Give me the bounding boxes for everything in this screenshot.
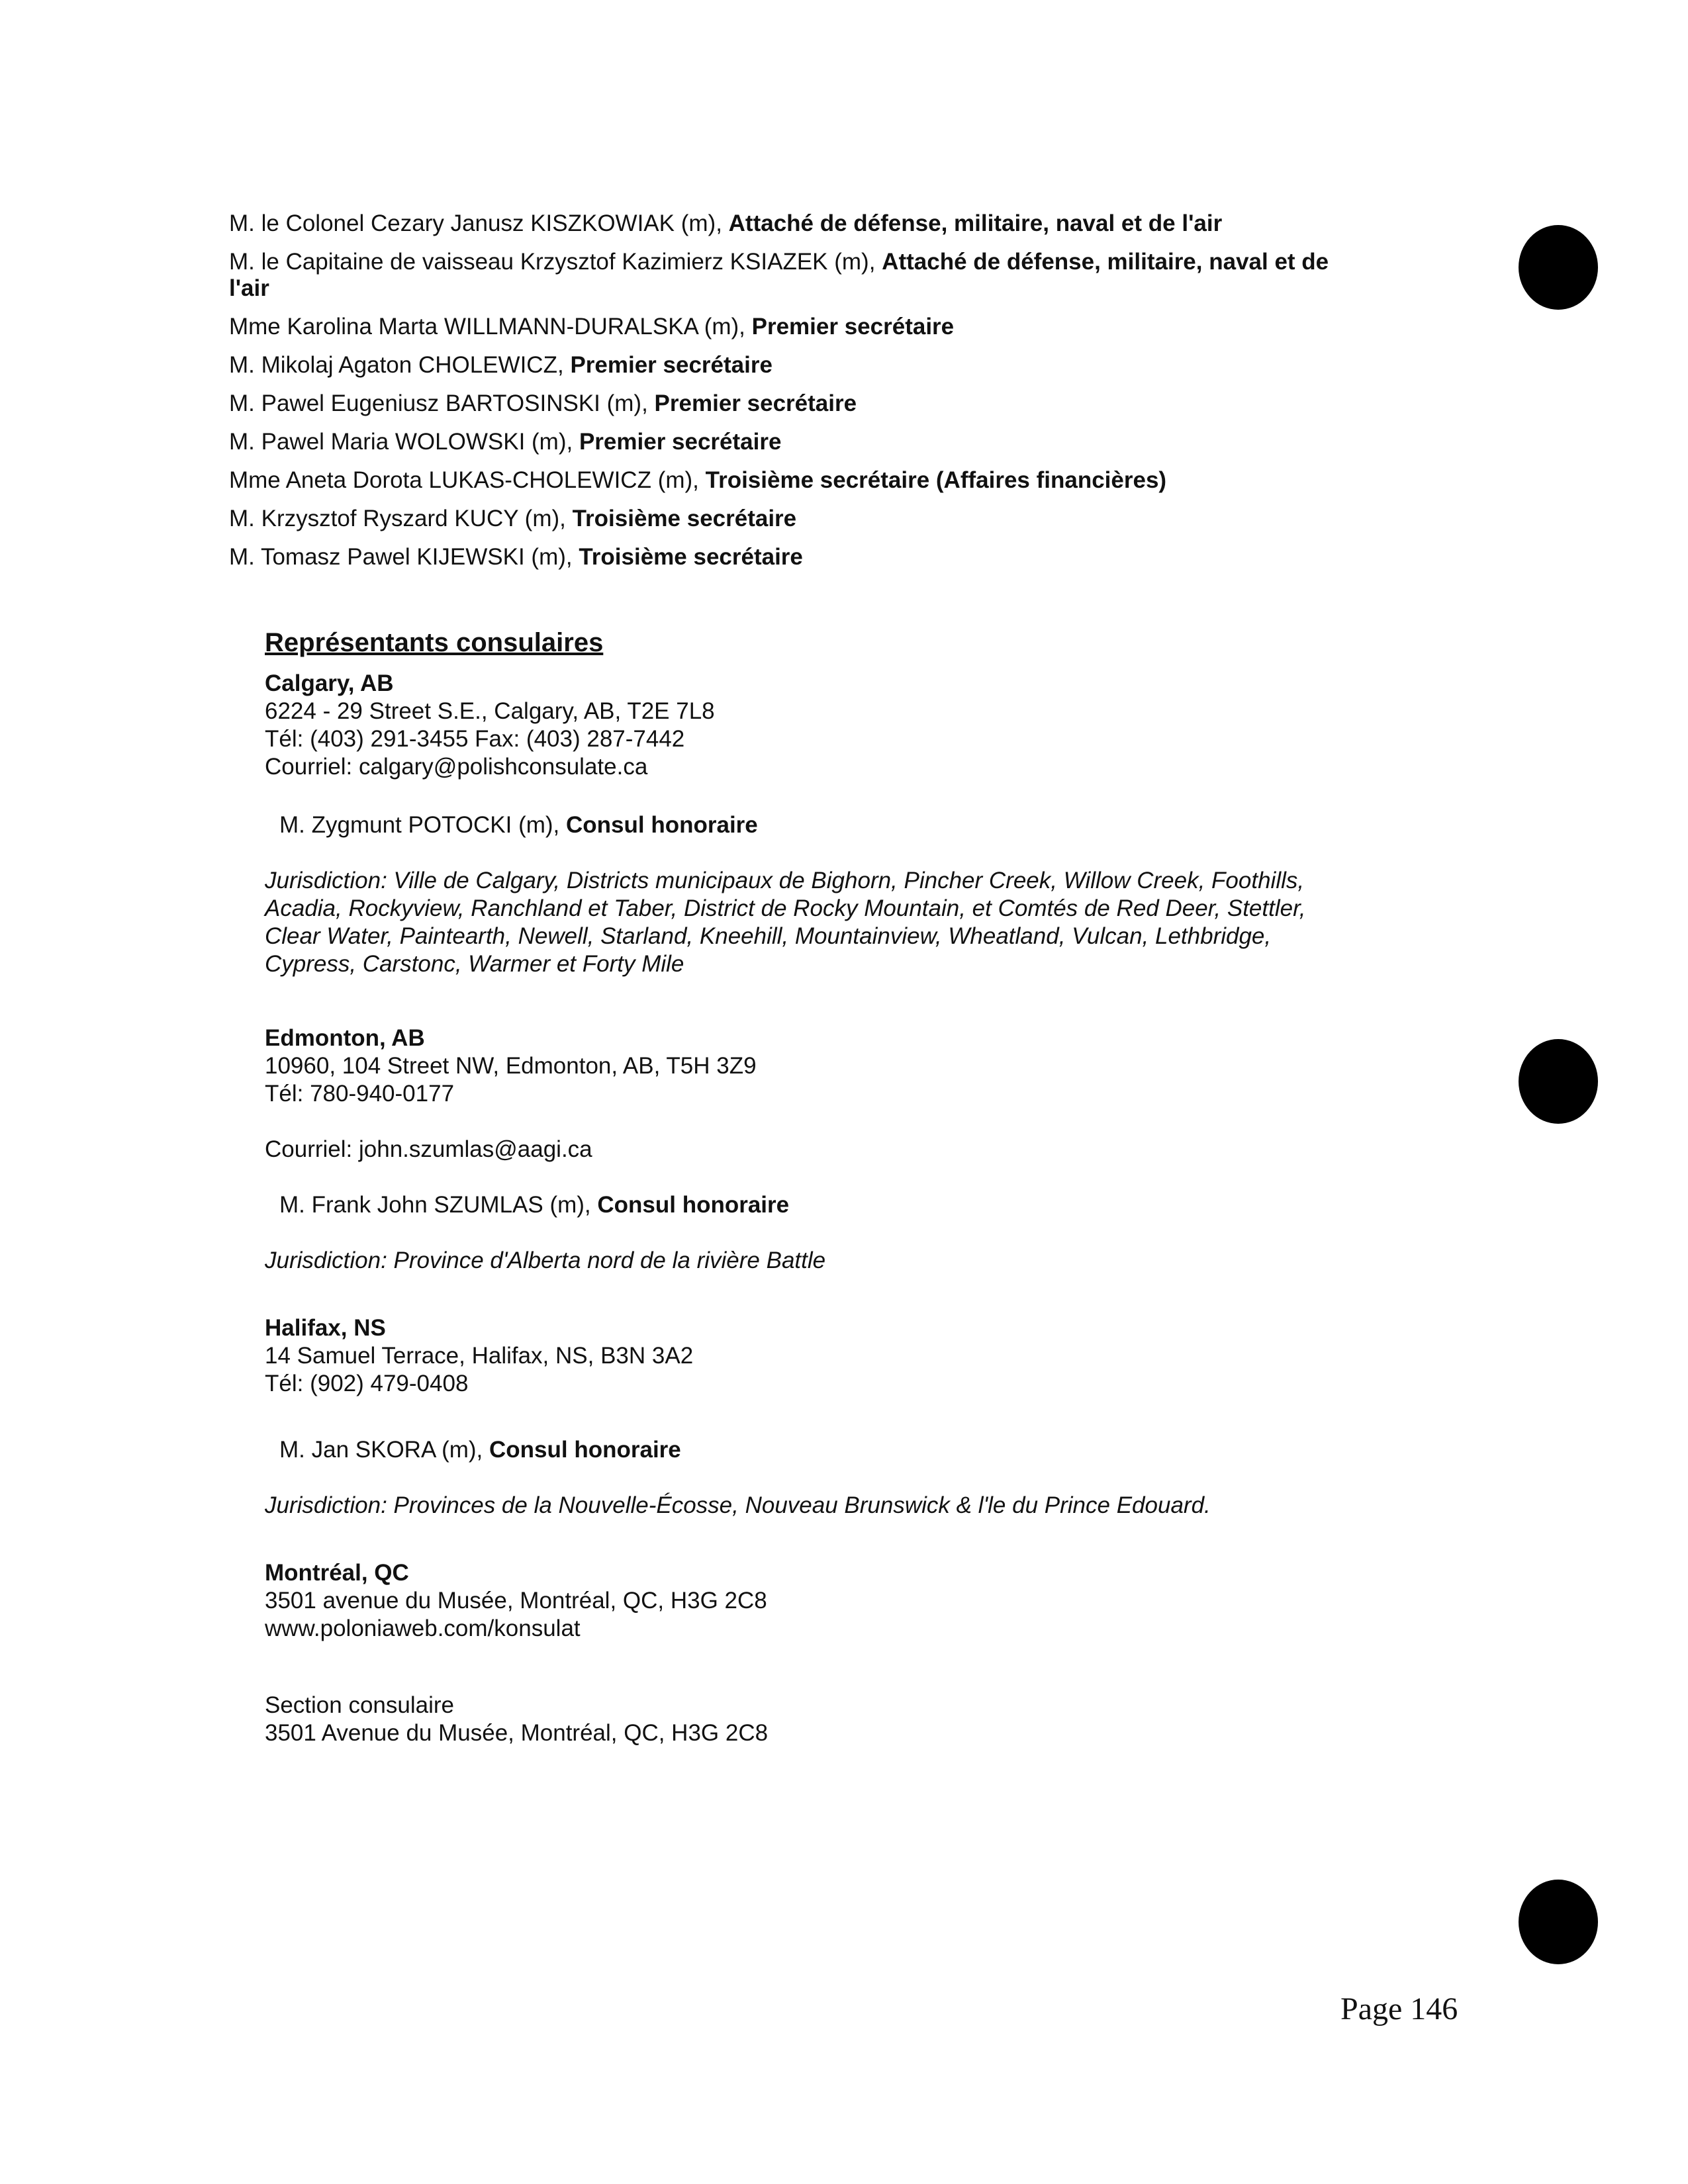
- staff-entry: M. Pawel Eugeniusz BARTOSINSKI (m), Premier secrétaire: [229, 390, 857, 416]
- jurisdiction: Jurisdiction: Ville de Calgary, Districts municipaux de Bighorn, Pincher Creek, Willow Creek, Foothills, Acadia, Rockyview, Ranchland et Taber, District de Rocky Mountain, et Comtés de Red Deer, Stettler, Clear Water, Paintearth, Newell, Starland, Kneehill, Mountainview, Wheatland, Vulcan, Lethbridge, Cypress, Carstonc, Warmer et Forty Mile: [265, 868, 1306, 977]
- halifax-block: [265, 1314, 1350, 1520]
- consul-entry: M. Jan SKORA (m), Consul honoraire: [279, 1437, 681, 1463]
- city-name: Montréal, QC: [265, 1560, 409, 1586]
- jurisdiction: Jurisdiction: Province d'Alberta nord de la rivière Battle: [265, 1248, 826, 1273]
- city-name: Calgary, AB: [265, 670, 394, 696]
- section-label: Section consulaire: [265, 1692, 454, 1718]
- email: Courriel: calgary@polishconsulate.ca: [265, 754, 648, 780]
- consul-entry: M. Zygmunt POTOCKI (m), Consul honoraire: [279, 812, 758, 838]
- section-heading: Représentants consulaires: [265, 628, 604, 657]
- city-name: Edmonton, AB: [265, 1025, 425, 1051]
- phone: Tél: (902) 479-0408: [265, 1371, 469, 1396]
- staff-list: [229, 210, 1354, 582]
- section-address: 3501 Avenue du Musée, Montréal, QC, H3G 2C8: [265, 1720, 769, 1746]
- staff-entry: Mme Karolina Marta WILLMANN-DURALSKA (m), Premier secrétaire: [229, 314, 955, 340]
- email: Courriel: john.szumlas@aagi.ca: [265, 1136, 592, 1162]
- city-name: Halifax, NS: [265, 1315, 386, 1341]
- consular-section: [265, 629, 1350, 1747]
- montreal-block: [265, 1559, 1350, 1747]
- address: 10960, 104 Street NW, Edmonton, AB, T5H 3Z9: [265, 1053, 757, 1079]
- consul-entry: M. Frank John SZUMLAS (m), Consul honoraire: [279, 1192, 790, 1218]
- staff-entry: M. le Colonel Cezary Janusz KISZKOWIAK (m), Attaché de défense, militaire, naval et de l'air: [229, 210, 1223, 236]
- staff-entry: M. le Capitaine de vaisseau Krzysztof Kazimierz KSIAZEK (m), Attaché de défense, militaire, naval et de l'air: [229, 249, 1329, 301]
- jurisdiction: Jurisdiction: Provinces de la Nouvelle-Écosse, Nouveau Brunswick & l'le du Prince Edouard.: [265, 1492, 1211, 1518]
- website: www.poloniaweb.com/konsulat: [265, 1615, 581, 1641]
- page-number: Page 146: [1340, 1991, 1458, 2026]
- staff-entry: M. Tomasz Pawel KIJEWSKI (m), Troisième secrétaire: [229, 544, 803, 570]
- phone: Tél: (403) 291-3455 Fax: (403) 287-7442: [265, 726, 685, 752]
- punch-hole-icon: [1519, 225, 1598, 310]
- staff-entry: Mme Aneta Dorota LUKAS-CHOLEWICZ (m), Troisième secrétaire (Affaires financières): [229, 467, 1167, 493]
- staff-entry: M. Pawel Maria WOLOWSKI (m), Premier secrétaire: [229, 429, 782, 455]
- punch-hole-icon: [1519, 1880, 1598, 1964]
- punch-hole-icon: [1519, 1039, 1598, 1124]
- edmonton-block: [265, 1024, 1350, 1275]
- address: 6224 - 29 Street S.E., Calgary, AB, T2E 7L8: [265, 698, 715, 724]
- phone: Tél: 780-940-0177: [265, 1081, 455, 1107]
- address: 14 Samuel Terrace, Halifax, NS, B3N 3A2: [265, 1343, 694, 1369]
- staff-entry: M. Krzysztof Ryszard KUCY (m), Troisième secrétaire: [229, 506, 797, 531]
- address: 3501 avenue du Musée, Montréal, QC, H3G 2C8: [265, 1588, 767, 1614]
- calgary-block: [265, 670, 1350, 978]
- staff-entry: M. Mikolaj Agaton CHOLEWICZ, Premier secrétaire: [229, 352, 773, 378]
